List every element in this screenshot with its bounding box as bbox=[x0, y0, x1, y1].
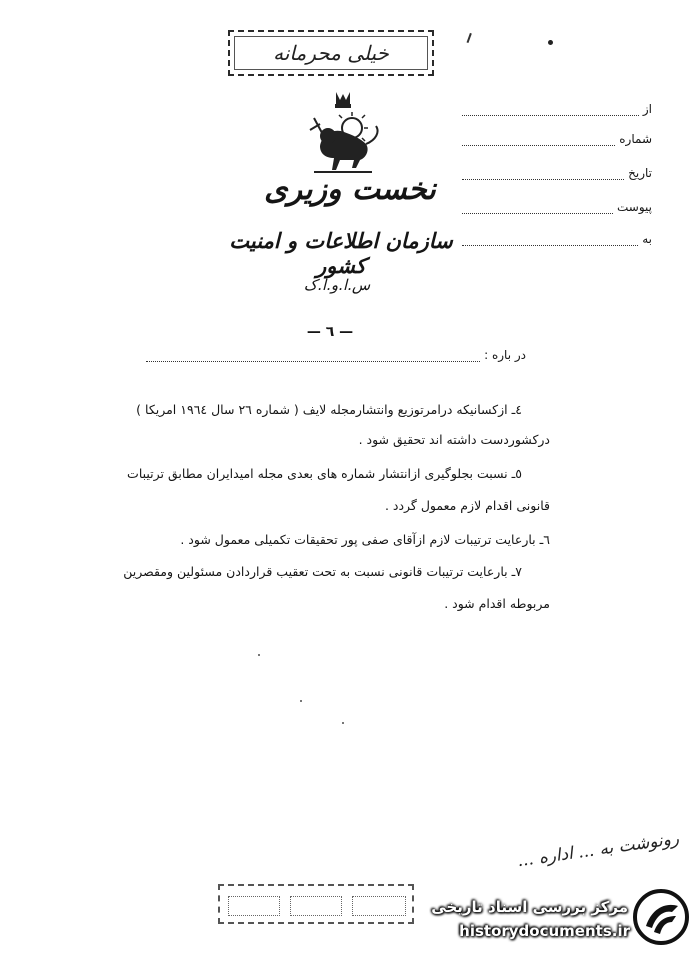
field-attachment bbox=[462, 194, 652, 214]
scan-speck bbox=[258, 654, 260, 656]
dotted-line bbox=[462, 133, 615, 146]
org-code: س.ا.و.ا.ک bbox=[303, 276, 371, 294]
field-label: به bbox=[642, 232, 652, 246]
ink-dot bbox=[548, 40, 553, 45]
subject-label: در باره : bbox=[484, 348, 526, 362]
scan-speck bbox=[342, 722, 344, 724]
watermark-name: مرکز بررسی اسناد تاریخی bbox=[431, 898, 628, 916]
subject-field bbox=[146, 342, 526, 362]
body-line: مربوطه اقدام شود . bbox=[444, 596, 550, 611]
archive-logo-icon bbox=[632, 888, 690, 946]
field-date bbox=[462, 160, 652, 180]
classification-stamp: خیلی محرمانه bbox=[228, 30, 434, 76]
handwritten-note: رونوشت به ... اداره ... bbox=[516, 828, 681, 872]
org-title: نخست وزیری bbox=[264, 172, 436, 207]
org-subtitle: سازمان اطلاعات و امنیت کشور bbox=[229, 228, 453, 278]
body-line: ٥ـ نسبت بجلوگیری ازانتشار شماره های بعدی مجله امیدایران مطابق ترتیبات bbox=[127, 466, 522, 481]
field-label: شماره bbox=[619, 132, 652, 146]
registry-stamp bbox=[218, 884, 414, 924]
dotted-line bbox=[462, 201, 613, 214]
lion-and-sun-emblem-icon bbox=[300, 88, 386, 178]
stamp-box bbox=[228, 896, 280, 916]
body-line: ٤ـ ازکسانیکه درامرتوزیع وانتشارمجله لایف ( شماره ٢٦ سال ١٩٦٤ امریکا ) bbox=[136, 402, 522, 417]
field-label: از bbox=[642, 102, 652, 116]
dotted-line bbox=[462, 103, 639, 116]
body-line: ٦ـ بارعایت ترتیبات لازم ازآقای صفی پور تحقیقات تکمیلی معمول شود . bbox=[180, 532, 550, 547]
field-number bbox=[462, 126, 652, 146]
dotted-line bbox=[462, 167, 624, 180]
scan-speck bbox=[300, 700, 302, 702]
field-from bbox=[462, 96, 652, 116]
dotted-line bbox=[462, 233, 638, 246]
body-line: ٧ـ بارعایت ترتیبات قانونی نسبت به تحت تعقیب قراردادن مسئولین ومقصرین bbox=[123, 564, 522, 579]
field-to bbox=[462, 226, 652, 246]
ink-mark bbox=[467, 33, 478, 45]
watermark-url: historydocuments.ir bbox=[459, 922, 630, 940]
body-line: درکشوردست داشته اند تحقیق شود . bbox=[358, 432, 550, 447]
stamp-box bbox=[352, 896, 406, 916]
dotted-line bbox=[146, 349, 480, 362]
field-label: پیوست bbox=[617, 200, 652, 214]
stamp-box bbox=[290, 896, 342, 916]
field-label: تاریخ bbox=[628, 166, 652, 180]
page-number: — ٦ — bbox=[306, 324, 354, 340]
body-line: قانونی اقدام لازم معمول گردد . bbox=[384, 498, 550, 513]
